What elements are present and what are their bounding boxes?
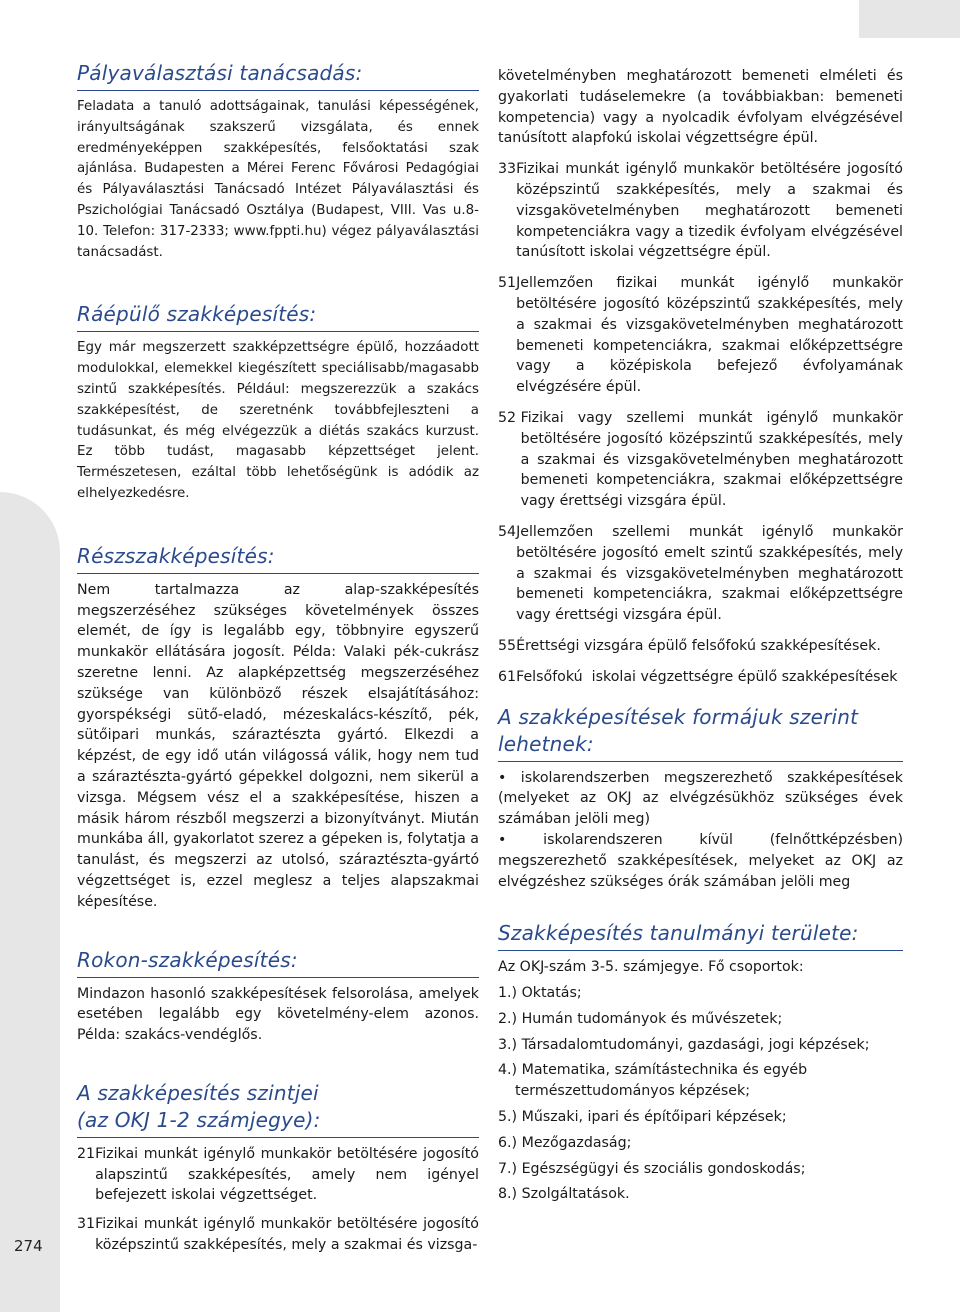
section-title: Részszakképesítés:: [77, 543, 479, 574]
level-code: 52: [498, 409, 521, 426]
level-text: Érettségi vizsgára épülő felsőfokú szakképesítések.: [516, 637, 881, 654]
page-margin-band: [0, 492, 60, 1312]
section-tanulmanyi-terulet: [498, 920, 903, 1205]
level-code: 21: [77, 1145, 96, 1162]
level-code: 31: [77, 1216, 96, 1233]
level-item: [498, 159, 903, 263]
section-title-line2: (az OKJ 1-2 számjegye):: [77, 1107, 479, 1138]
level-item: [77, 1144, 479, 1206]
bullet-item: • iskolarendszerben megszerezhető szakképesítések (melyeket az OKJ az elvégzésükhöz szükséges évek számában jelöli meg): [498, 769, 903, 828]
right-column: [498, 66, 903, 1210]
level-item: [498, 273, 903, 398]
level-item: [498, 408, 903, 512]
level-code: 61: [498, 668, 517, 685]
level-text: Jellemzően szellemi munkát igénylő munkakör betöltésére jogosító emelt szintű szakképesítés, mely a szakmai és vizsgakövetelményben meghatározott bemeneti kompetenciákra, szakmai előképzettségre vagy érettségi vizsgára épül.: [516, 523, 903, 624]
intro-text: Az OKJ-szám 3-5. számjegye. Fő csoportok:: [498, 959, 804, 976]
group-item: 7.) Egészségügyi és szociális gondoskodás;: [498, 1160, 806, 1177]
section-body: Mindazon hasonló szakképesítések felsorolása, amelyek esetében legalább egy követelmény-elem azonos. Példa: szakács-vendéglős.: [77, 985, 479, 1044]
section-reszszakkepesites: [77, 543, 479, 913]
level-text: Felsőfokú iskolai végzettségre épülő szakképesítések: [516, 668, 898, 685]
level-text: Jellemzően fizikai munkát igénylő munkakör betöltésére jogosító középszintű szakképesítés, mely a szakmai és vizsgakövetelményben meghatározott bemeneti kompetenciákra, szakmai előképzettségre vagy a középiskola befejező évfolyamának elvégzésére épül.: [516, 275, 903, 396]
group-item: 1.) Oktatás;: [498, 985, 582, 1002]
level-code: 33: [498, 161, 517, 178]
group-item-line1: 4.) Matematika, számítástechnika és egyéb: [498, 1062, 808, 1079]
page-number: 274: [14, 1237, 43, 1255]
level-item: [498, 522, 903, 626]
section-palyavalasztas: [77, 60, 479, 263]
level-list: [498, 159, 903, 687]
group-item: 3.) Társadalomtudományi, gazdasági, jogi képzések;: [498, 1036, 870, 1053]
section-title: Rokon-szakképesítés:: [77, 947, 479, 978]
section-title: A szakképesítések formájuk szerint lehetnek:: [498, 704, 903, 762]
section-title-line1: A szakképesítés szintjei: [77, 1080, 319, 1105]
section-raepulo: [77, 301, 479, 504]
group-item: 5.) Műszaki, ipari és építőipari képzések;: [498, 1109, 787, 1126]
level-text: Fizikai munkát igénylő munkakör betöltésére jogosító alapszintű szakképesítés, amely nem igényel befejezett iskolai végzettséget.: [95, 1145, 479, 1204]
level-item: [498, 636, 903, 657]
section-title: Pályaválasztási tanácsadás:: [77, 60, 479, 91]
left-column: [77, 60, 479, 1256]
bullet-item: • iskolarendszeren kívül (felnőttképzésben) megszerezhető szakképesítések, melyeket az OKJ az elvégzéshez szükséges órák számában jelöli meg: [498, 831, 903, 890]
section-body: Nem tartalmazza az alap-szakképesítés megszerzéséhez szükséges követelmények összes elemét, de így is legalább egy, többnyire egyszerű munkakör ellátására jogosít. Példa: Valaki pék-cukrász szeretne lenni. Az alapképzettség megszerzéséhez szüksége van különböző részek elsajátításához: gyorspékségi sütő-eladó, mézeskalács-készítő, pék, sütőipari munkás, száraztészta gyártó. Elkezdi a képzést, de egy idő után világossá válik, hogy nem tud a száraztészta-gyártó gépekkel dolgozni, nem sikerül a vizsga. Mégsem vész el a szakképesítése, hiszen a másik három részből megszerzi a bizonyítványt. Miután munkába áll, gyakorlatot szerez a gépeken is, folytatja a tanulást, és megszerzi az utolsó, száraztészta-gyártó végzettséget is, ezzel meglesz a teljes alapszakmai képesítése.: [77, 581, 479, 910]
level-code: 51: [498, 275, 517, 292]
group-item: [498, 1060, 903, 1102]
level-code: 54: [498, 523, 517, 540]
section-formajuk: [498, 704, 903, 893]
level-text: Fizikai munkát igénylő munkakör betöltésére jogosító középszintű szakképesítés, mely a szakmai és vizsga-: [95, 1216, 479, 1254]
section-body: Egy már megszerzett szakképzettségre épülő, hozzáadott modulokkal, elemekkel kiegészített speciálisabb/magasabb szintű szakképesítés. Például: megszerezzük a szakács szakképesítést, de szeretnénk továbbfejleszteni a tudásunkat, és még elvégezzük a diétás szakács kurzust. Ez több tudást, magasabb képzettséget jelent. Természetesen, ezáltal több lehetőségünk is adódik az elhelyezkedésre.: [77, 340, 479, 501]
level-text: Fizikai munkát igénylő munkakör betöltésére jogosító középszintű szakképesítés, mely a szakmai és vizsgakövetelményben meghatározott bemeneti kompetenciákra vagy a tizedik évfolyam elvégzésével tanúsított iskolai végzettségre épül.: [516, 161, 903, 261]
section-szintjei: [77, 1080, 479, 1256]
level-item: [498, 667, 903, 688]
section-title: Ráépülő szakképesítés:: [77, 301, 479, 332]
section-rokon: [77, 947, 479, 1046]
section-title: Szakképesítés tanulmányi területe:: [498, 920, 903, 951]
group-item-line2: természettudományos képzések;: [515, 1083, 751, 1100]
level-code: 55: [498, 637, 517, 654]
continuation-text: követelményben meghatározott bemeneti elméleti és gyakorlati tudáselemekre (a továbbiakban: bemeneti kompetencia) vagy a nyolcadik évfolyam elvégzésével tanúsított alapfokú iskolai végzettségre épül.: [498, 68, 903, 147]
level-text: Fizikai vagy szellemi munkát igénylő munkakör betöltésére jogosító középszintű szakképesítés, mely a szakmai és vizsgakövetelményben meghatározott bemeneti kompetenciákra, szakmai előképzettségre vagy érettségi vizsgára épül.: [520, 409, 903, 510]
group-item: 8.) Szolgáltatások.: [498, 1186, 630, 1203]
group-item: 6.) Mezőgazdaság;: [498, 1134, 632, 1151]
group-item: 2.) Humán tudományok és művészetek;: [498, 1010, 783, 1027]
section-body: Feladata a tanuló adottságainak, tanulási képességének, irányultságának szakszerű vizsgálata, és ennek eredményeképpen szakképesítés, felsőoktatási szak ajánlása. Budapesten a Mérei Ferenc Fővárosi Pedagógiai és Pályaválasztási Tanácsadó Intézet Pályaválasztási és Pszichológiai Tanácsadó Osztálya (Budapest, VIII. Vas u.8-10. Telefon: 317-2333; www.fppti.hu) végez pályaválasztási tanácsadást.: [77, 99, 479, 260]
corner-tab: [859, 0, 960, 38]
level-item: [77, 1214, 479, 1256]
